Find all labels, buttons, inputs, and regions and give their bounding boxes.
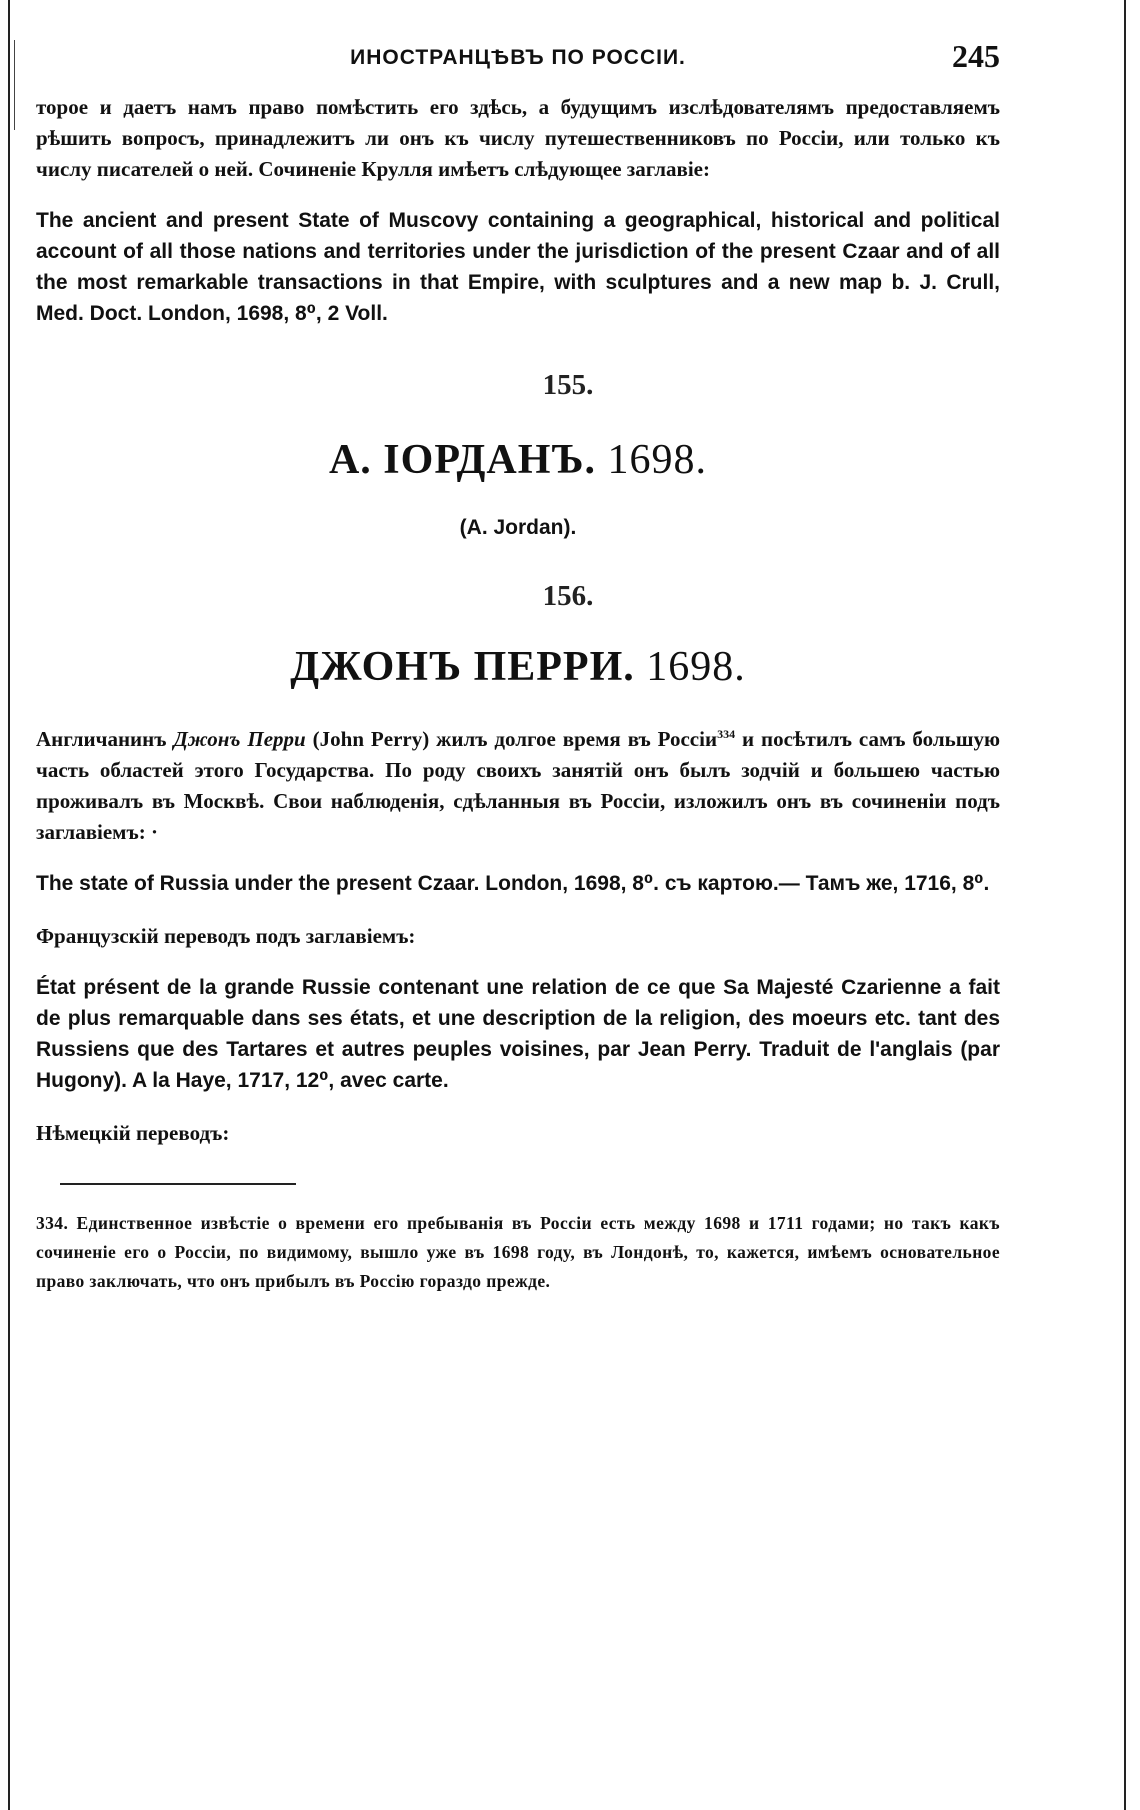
entry-156-heading: [36, 643, 1000, 691]
german-translation-label: Нѣмецкій переводъ:: [36, 1121, 230, 1145]
intro-english-title: The ancient and present State of Muscovy containing a geographical, historical and political account of all those nations and territories under the jurisdiction of the present Czaar and of all the most remarkable transactions in that Empire, with sculptures and a new map b. J. Crull, Med. Doct. London, 1698, 8⁰, 2 Voll.: [36, 209, 1000, 325]
entry-156-paragraph: [36, 719, 1000, 848]
french-edition: État présent de la grande Russie contenant une relation de ce que Sa Majesté Czarienne a fait de plus remarquable dans ses états, et une description de la religion, des moeurs etc. tant des Russiens que des Tartares et autres peuples voisines, par Jean Perry. Traduit de l'anglais (par Hugony). A la Haye, 1717, 12⁰, avec carte.: [36, 976, 1000, 1092]
intro-paragraph: торое и даетъ намъ право помѣстить его здѣсь, а будущимъ изслѣдователямъ предоставляемъ рѣшить вопросъ, принадлежитъ ли онъ къ числу путешественниковъ по Россіи, или только къ числу писателей о ней. Сочиненіе Крулля имѣетъ слѣдующее заглавіе:: [36, 95, 1000, 181]
footnote-reference: 334: [717, 727, 736, 741]
running-head: ИНОСТРАНЦѢВЪ ПО РОССІИ.: [350, 46, 686, 69]
footnote-divider: [60, 1183, 296, 1185]
paragraph-start: Англичанинъ: [36, 727, 167, 751]
author-name: Джонъ Перри: [173, 727, 306, 751]
entry-155-name: А. ІОРДАНЪ.: [328, 437, 597, 483]
footnote-text: Единственное извѣстіе о времени его пребыванія въ Россіи есть между 1698 и 1711 годами; но такъ какъ сочиненіе его о Россіи, по видимому, вышло уже въ 1698 году, въ Лондонѣ, то, кажется, имѣемъ основательное право заключать, что онъ прибылъ въ Россію гораздо прежде.: [36, 1213, 1001, 1291]
entry-155-subtitle: (A. Jordan).: [459, 516, 577, 539]
scan-left-mark: [14, 40, 15, 130]
scan-right-edge: [1124, 0, 1126, 1810]
entry-156-name: ДЖОНЪ ПЕРРИ.: [290, 644, 635, 690]
footnote-number: 334.: [36, 1213, 69, 1233]
entry-155-year: 1698.: [607, 437, 708, 483]
entry-156-number: 156.: [542, 580, 594, 612]
english-edition: The state of Russia under the present Czaar. London, 1698, 8⁰. съ картою.— Тамъ же, 1716, 8⁰.: [36, 872, 990, 895]
footnote-334: [36, 1209, 1000, 1296]
page-header: [36, 38, 1000, 78]
entry-155-number: 155.: [542, 369, 594, 401]
paragraph-end: и посѣтилъ самъ большую часть областей этого Государства. По роду своихъ занятій онъ былъ зодчій и большею частью проживалъ въ Москвѣ. Свои наблюденія, сдѣланныя въ Россіи, изложилъ онъ въ сочиненіи подъ заглавіемъ: ·: [36, 727, 1001, 844]
entry-155-heading: [36, 436, 1000, 484]
entry-156-year: 1698.: [646, 644, 746, 690]
book-page: [36, 38, 1000, 1296]
page-number: 245: [952, 38, 1000, 74]
french-translation-label: Французскій переводъ подъ заглавіемъ:: [36, 924, 416, 948]
scan-left-edge: [8, 0, 10, 1810]
paragraph-rest: (John Perry) жилъ долгое время въ Россіи: [312, 727, 718, 751]
